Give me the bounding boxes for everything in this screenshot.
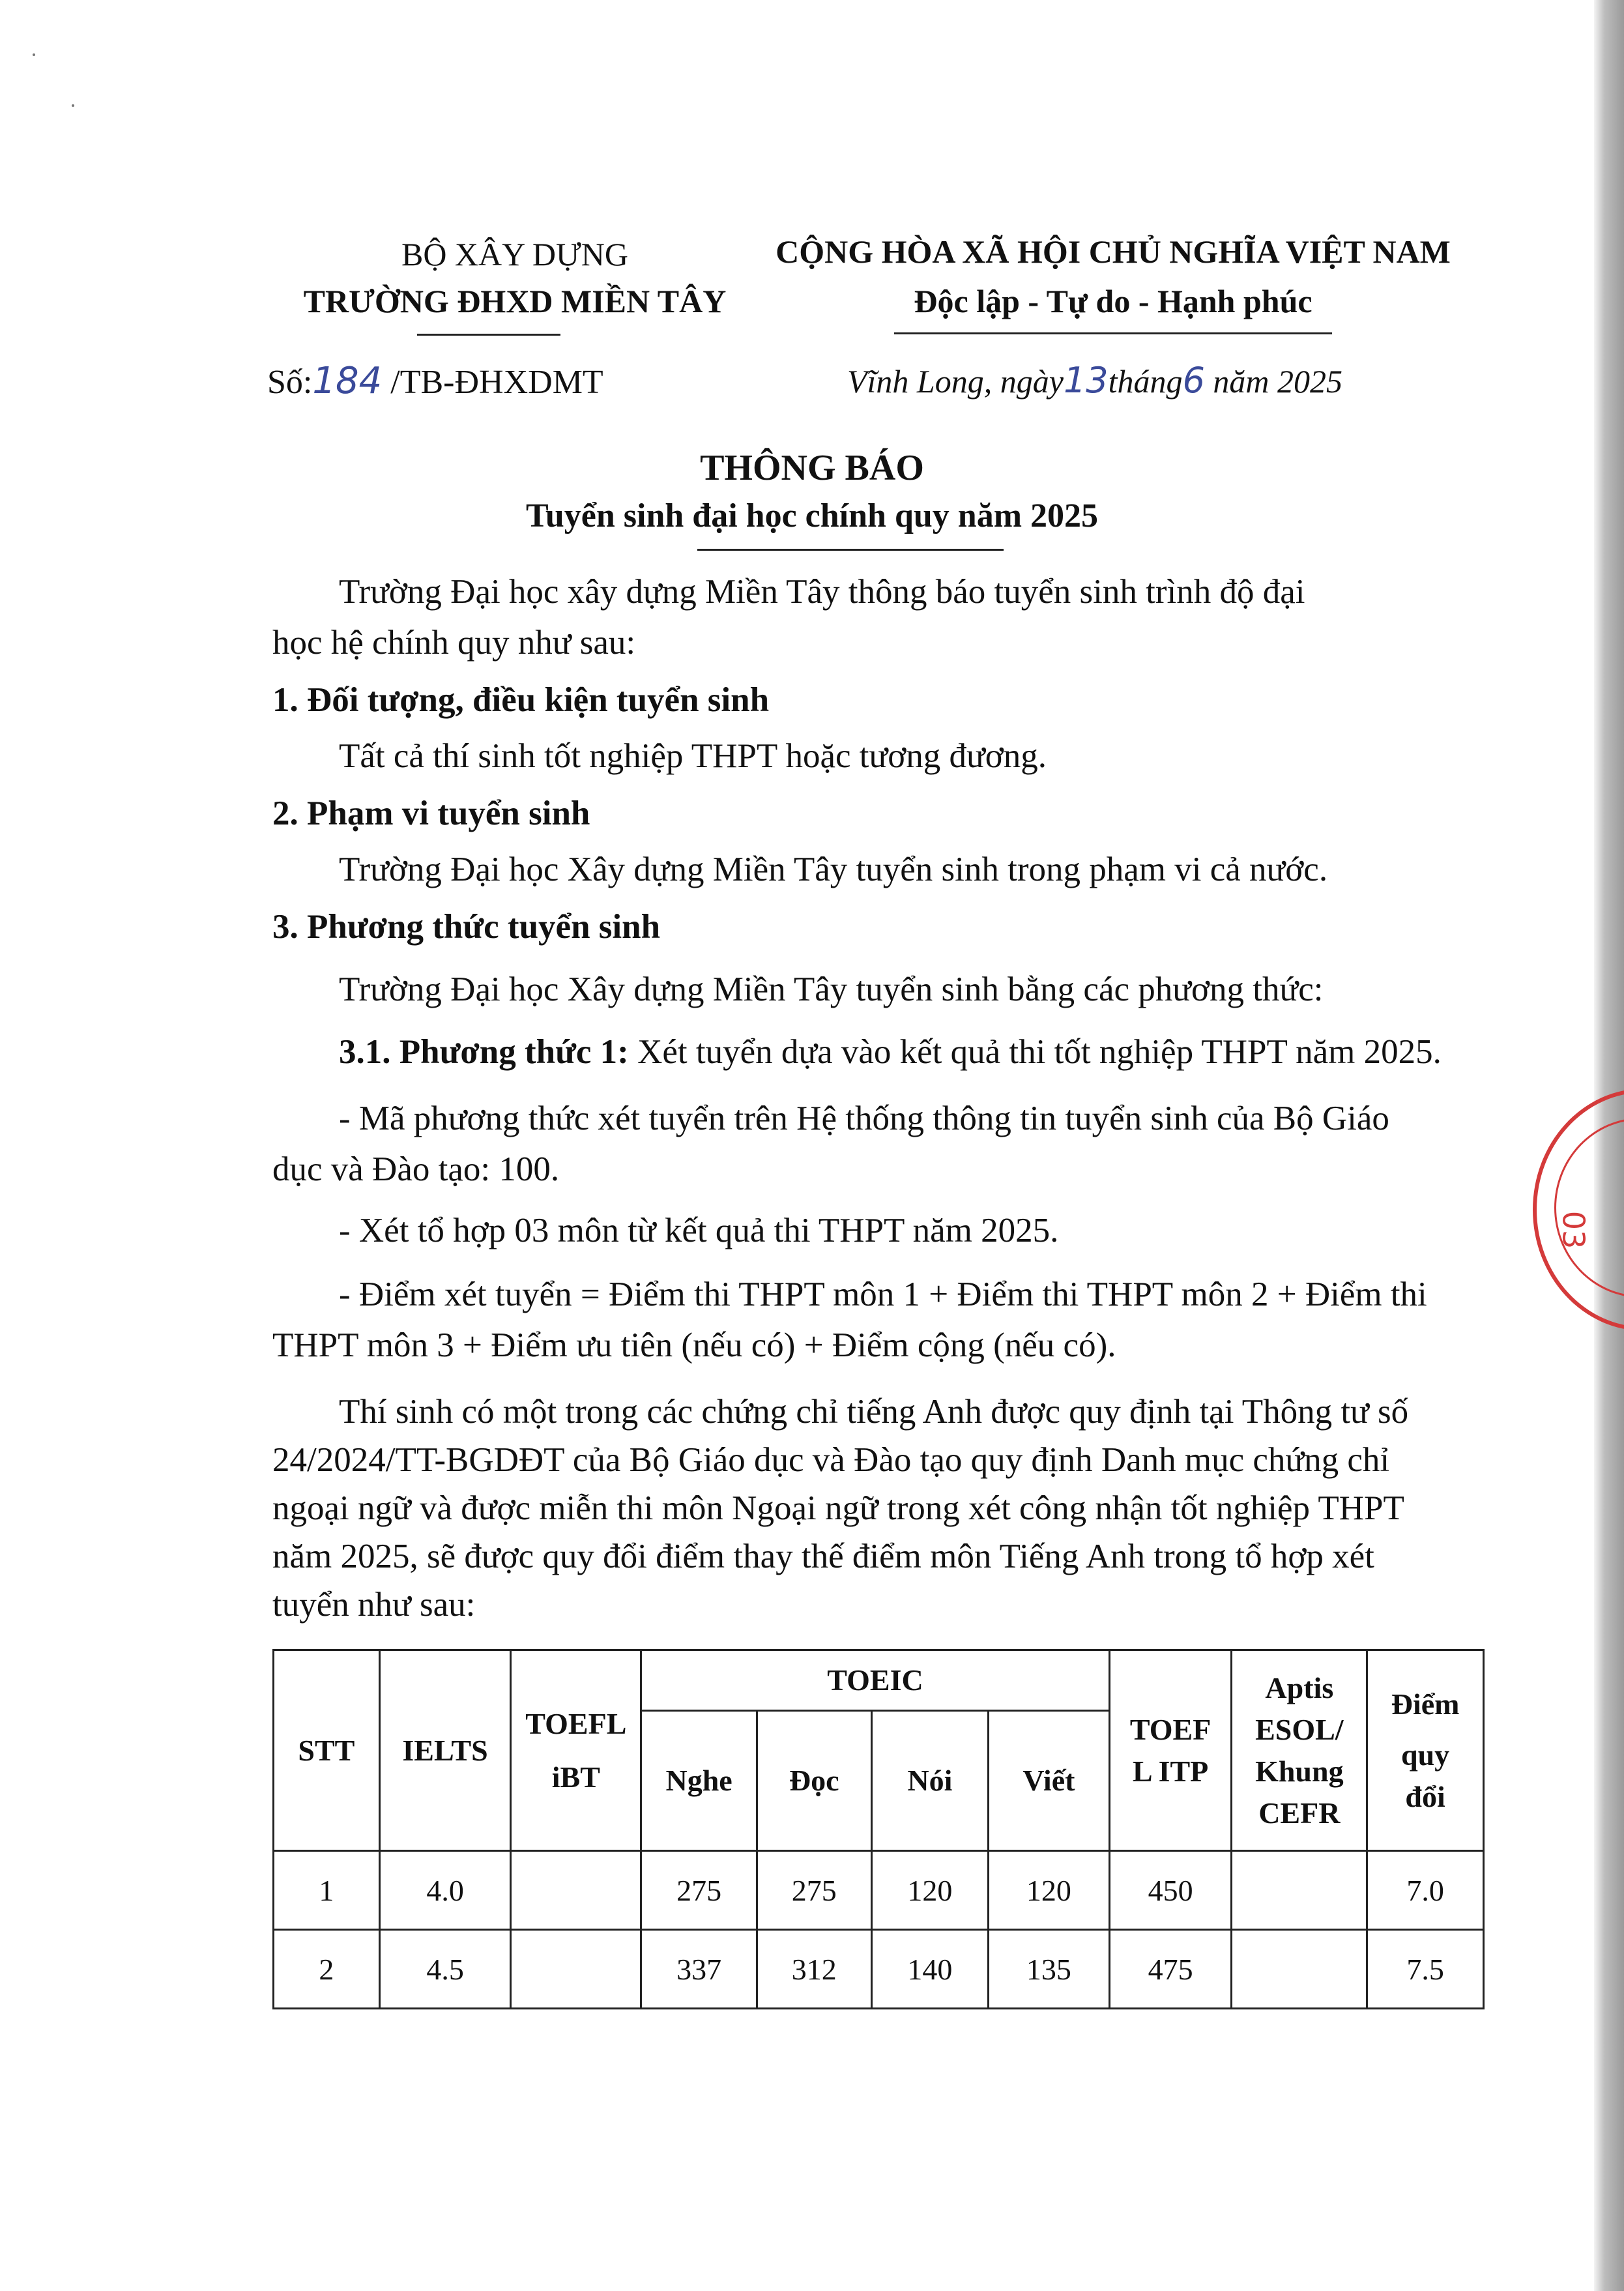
date-month-word: tháng [1108,363,1183,400]
notice-subtitle: Tuyển sinh đại học chính quy năm 2025 [525,497,1099,534]
score-line-1: Điểm [1391,1687,1460,1721]
header-left-underline [417,334,560,336]
col-stt-header: STT [274,1650,380,1851]
date-month-handwritten: 6 [1182,360,1205,401]
toefl-itp-line-2: L ITP [1132,1754,1209,1788]
bullet-3-line-1: - Điểm xét tuyển = Điểm thi THPT môn 1 + Điểm thi THPT môn 2 + Điểm thi [339,1276,1427,1313]
date-day-handwritten: 13 [1063,360,1109,401]
date-year: năm 2025 [1213,363,1343,400]
cell-toeic-speaking: 140 [871,1930,989,2009]
cert-line-5: tuyển như sau: [272,1586,476,1624]
score-line-2: quy [1401,1738,1450,1772]
col-ielts-header: IELTS [379,1650,511,1851]
aptis-line-2: ESOL/ [1255,1712,1344,1746]
section-3-text: Trường Đại học Xây dựng Miền Tây tuyển sinh bằng các phương thức: [339,970,1324,1008]
col-toeic-header: TOEIC [641,1650,1109,1711]
aptis-line-1: Aptis [1265,1671,1334,1704]
cell-ielts: 4.5 [379,1930,511,2009]
doc-number-prefix: Số: [267,364,313,401]
official-seal-fragment: 03 [1556,1210,1591,1249]
cell-toeic-listening: 275 [641,1851,757,1930]
cell-toefl-ibt [511,1851,641,1930]
title-underline [697,549,1004,551]
cell-toefl-ibt [511,1930,641,2009]
section-1-text: Tất cả thí sinh tốt nghiệp THPT hoặc tương đương. [339,737,1047,775]
intro-line-2: học hệ chính quy như sau: [272,624,636,662]
section-3-heading: 3. Phương thức tuyển sinh [272,908,661,946]
scan-speck [33,53,35,56]
toefl-itp-line-1: TOEF [1129,1712,1211,1746]
bullet-3-line-2: THPT môn 3 + Điểm ưu tiên (nếu có) + Điểm cộng (nếu có). [272,1326,1116,1364]
method-1-text: Xét tuyển dựa vào kết quả thi tốt nghiệp THPT năm 2025. [628,1033,1442,1071]
cell-toeic-writing: 135 [989,1930,1110,2009]
doc-number-suffix: /TB-ĐHXDMT [390,364,603,401]
bullet-1-line-2: dục và Đào tạo: 100. [272,1150,560,1188]
aptis-line-3: Khung [1255,1754,1344,1788]
document-date [847,360,1342,401]
col-toeic-speaking: Nói [871,1711,989,1851]
country-name: CỘNG HÒA XÃ HỘI CHỦ NGHĨA VIỆT NAM [776,233,1451,270]
document-number [267,360,603,402]
table-row [274,1930,1484,2009]
bullet-1-line-1: - Mã phương thức xét tuyển trên Hệ thống thông tin tuyển sinh của Bộ Giáo [339,1100,1389,1137]
ministry-name: BỘ XÂY DỰNG [401,236,629,272]
cell-toeic-reading: 312 [757,1930,871,2009]
col-toefl-itp-header [1109,1650,1232,1851]
cell-stt: 2 [274,1930,380,2009]
university-name: TRƯỜNG ĐHXD MIỀN TÂY [303,283,727,319]
method-1-line [339,1032,1442,1072]
col-toeic-listening: Nghe [641,1711,757,1851]
section-2-heading: 2. Phạm vi tuyển sinh [272,795,590,832]
cert-line-3: ngoại ngữ và được miễn thi môn Ngoại ngữ trong xét công nhận tốt nghiệp THPT [272,1489,1404,1527]
cell-converted-score: 7.0 [1367,1851,1484,1930]
cell-toeic-speaking: 120 [871,1851,989,1930]
col-toefl-ibt-header [511,1650,641,1851]
cert-line-2: 24/2024/TT-BGDĐT của Bộ Giáo dục và Đào tạo quy định Danh mục chứng chỉ [272,1441,1390,1479]
cert-line-1: Thí sinh có một trong các chứng chỉ tiếng Anh được quy định tại Thông tư số [339,1393,1409,1431]
col-toeic-reading: Đọc [757,1711,871,1851]
table-row [274,1851,1484,1930]
cell-toefl-itp: 475 [1109,1930,1232,2009]
national-motto: Độc lập - Tự do - Hạnh phúc [914,283,1312,319]
header-right-underline [894,332,1332,334]
aptis-line-4: CEFR [1258,1796,1341,1830]
toefl-ibt-line-2: iBT [551,1760,600,1794]
cell-toefl-itp: 450 [1109,1851,1232,1930]
cell-ielts: 4.0 [379,1851,511,1930]
bullet-2: - Xét tổ hợp 03 môn từ kết quả thi THPT năm 2025. [339,1212,1059,1249]
section-2-text: Trường Đại học Xây dựng Miền Tây tuyển sinh trong phạm vi cả nước. [339,851,1328,888]
cell-toeic-reading: 275 [757,1851,871,1930]
cert-line-4: năm 2025, sẽ được quy đổi điểm thay thế điểm môn Tiếng Anh trong tổ hợp xét [272,1538,1374,1575]
cell-aptis [1232,1851,1367,1930]
cell-toeic-listening: 337 [641,1930,757,2009]
scan-speck [72,104,74,107]
notice-title: THÔNG BÁO [700,448,924,488]
table-header-row-1 [274,1650,1484,1711]
section-1-heading: 1. Đối tượng, điều kiện tuyển sinh [272,681,770,719]
date-place: Vĩnh Long, ngày [847,363,1064,400]
intro-line-1: Trường Đại học xây dựng Miền Tây thông báo tuyển sinh trình độ đại [339,573,1305,611]
cell-converted-score: 7.5 [1367,1930,1484,2009]
toefl-ibt-line-1: TOEFL [525,1706,627,1740]
english-score-conversion-table [272,1649,1485,2009]
doc-number-handwritten: 184 [312,360,383,402]
col-converted-score-header [1367,1650,1484,1851]
cell-aptis [1232,1930,1367,2009]
score-line-3: đổi [1405,1779,1445,1813]
cell-toeic-writing: 120 [989,1851,1110,1930]
cell-stt: 1 [274,1851,380,1930]
method-1-label: 3.1. Phương thức 1: [339,1033,629,1071]
col-aptis-header [1232,1650,1367,1851]
col-toeic-writing: Viết [989,1711,1110,1851]
